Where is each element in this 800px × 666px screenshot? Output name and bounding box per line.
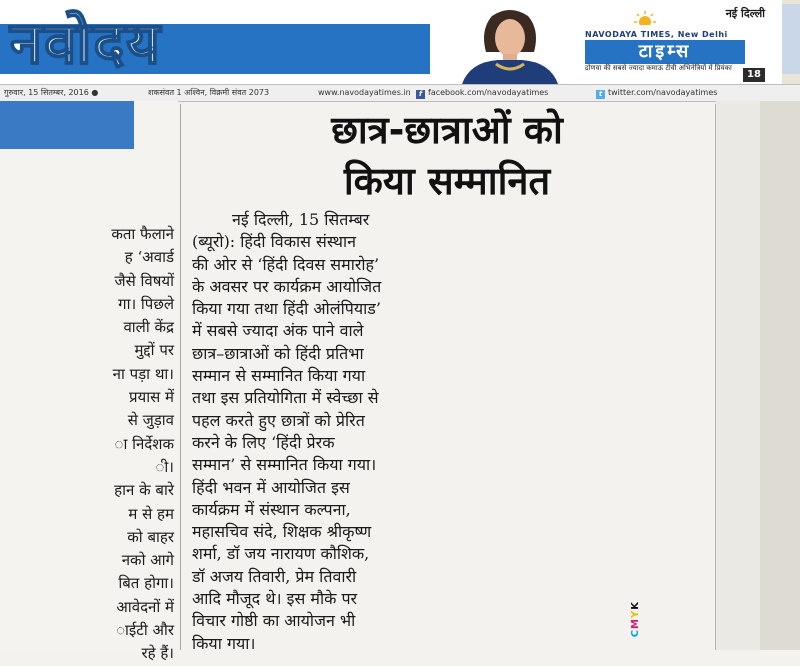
headline-line: छात्र-छात्राओं को: [331, 108, 563, 152]
adjacent-article-text: [0, 223, 174, 666]
body-line: सम्मान’ से सम्मानित किया गया।: [192, 455, 377, 475]
text-line: ना पड़ा था।: [112, 364, 174, 383]
text-line: से जुड़ाव: [127, 411, 174, 430]
text-line: ी।: [155, 457, 174, 476]
body-line: शर्मा, डॉ जय नारायण कौशिक,: [192, 544, 370, 564]
body-line: किया गया तथा हिंदी ओलंपियाड’: [192, 299, 381, 319]
teaser-headline: द्रोणवा की सबसे ज्यादा कमाऊ टीवी अभिनेत्रियों में प्रियंका: [585, 64, 732, 72]
text-line: बित होगा।: [118, 574, 174, 593]
body-line: के अवसर पर कार्यक्रम आयोजित: [192, 276, 382, 296]
text-line: वाली केंद्र: [123, 318, 174, 337]
body-line: की ओर से ‘हिंदी दिवस समारोह’: [192, 254, 380, 274]
adjacent-article-header: [0, 101, 134, 149]
page-fold: [760, 101, 800, 650]
body-line: करने के लिए ‘हिंदी प्रेरक: [192, 432, 335, 452]
article-body: [192, 209, 622, 655]
facebook-icon: f: [416, 90, 425, 99]
body-line: महासचिव संदे, शिक्षक श्रीकृष्ण: [192, 522, 372, 542]
text-line: हान के बारे: [114, 481, 174, 500]
body-line: विचार गोष्ठी का आयोजन भी: [192, 611, 356, 631]
twitter-icon: t: [596, 90, 605, 99]
text-line: मुद्दों पर: [134, 341, 174, 360]
body-line: में सबसे ज्यादा अंक पाने वाले: [192, 321, 364, 341]
text-line: नको आगे: [121, 551, 174, 570]
facebook-link: f facebook.com/navodayatimes: [416, 85, 548, 101]
body-line: तथा इस प्रतियोगिता में स्वेच्छा से: [192, 388, 379, 408]
body-line: डॉ अजय तिवारी, प्रेम तिवारी: [192, 566, 357, 586]
column-rule: [180, 104, 181, 650]
text-line: गा। पिछले: [118, 294, 174, 313]
body-line: छात्र–छात्राओं को हिंदी प्रतिभा: [192, 343, 364, 363]
body-line: नई दिल्ली, 15 सितम्बर: [232, 210, 370, 229]
sun-icon: [631, 10, 659, 30]
text-line: आवेदनों में: [116, 597, 174, 616]
brand-block: [585, 0, 785, 84]
text-line: प्रयास में: [129, 388, 174, 407]
brand-hindi: टाइम्स: [585, 40, 745, 64]
body-line: आदि मौजूद थे। इस मौके पर: [192, 589, 358, 609]
issue-date: गुरुवार, 15 सितम्बर, 2016 ●: [4, 88, 99, 97]
text-line: जैसे विषयों: [114, 271, 174, 290]
body-line: कार्यक्रम में संस्थान कल्पना,: [192, 499, 351, 519]
masthead: [0, 0, 800, 84]
adjacent-page-edge: [782, 0, 800, 84]
city-tag: नई दिल्ली: [725, 7, 765, 20]
text-line: ाईटी और: [116, 621, 174, 640]
body-line: (ब्यूरो): हिंदी विकास संस्थान: [192, 232, 356, 252]
adjacent-article-column: [0, 101, 178, 663]
newspaper-logo: नवोदय: [10, 9, 162, 77]
headline-line: किया सम्मानित: [343, 159, 551, 203]
model-photo: [440, 8, 580, 84]
text-line: म से हम: [128, 504, 174, 523]
page-number: 18: [743, 68, 765, 82]
cmyk-print-mark: CMYK: [630, 601, 641, 638]
body-line: किया गया।: [192, 633, 256, 653]
page-margin-strip: [716, 101, 800, 650]
body-line: पहल करते हुए छात्रों को प्रेरित: [192, 410, 365, 430]
brand-english: NAVODAYA TIMES, New Delhi: [585, 30, 728, 39]
body-line: सम्मान से सम्मानित किया गया: [192, 366, 366, 386]
news-article: [182, 101, 712, 653]
text-line: को बाहर: [127, 527, 174, 546]
text-line: ह ‘अवार्ड: [124, 248, 174, 267]
text-line: कता फैलाने: [111, 225, 174, 243]
twitter-link: t twitter.com/navodayatimes: [596, 85, 717, 101]
website-link: www.navodayatimes.in: [318, 88, 411, 97]
samvat-date: शकसंवत 1 अश्विन, विक्रमी संवत 2073: [148, 88, 270, 97]
text-line: रहे हैं।: [141, 644, 174, 663]
body-line: हिंदी भवन में आयोजित इस: [192, 477, 350, 497]
dateline-strip: [0, 84, 800, 102]
article-headline: [182, 105, 712, 207]
text-line: ा निर्देशक: [114, 434, 174, 453]
